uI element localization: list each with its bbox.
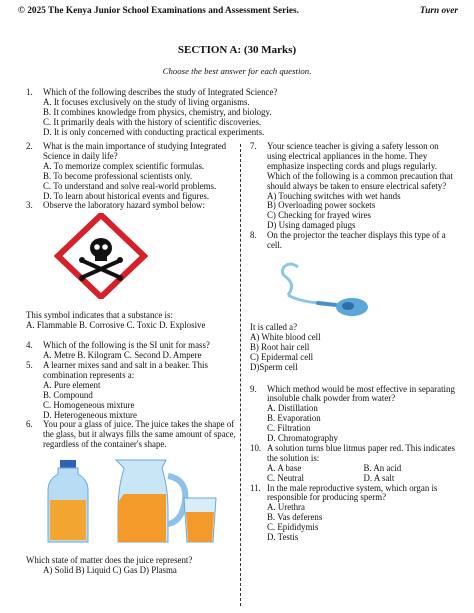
question-11 xyxy=(250,484,460,543)
q7-text: Your science teacher is giving a safety lesson on using electrical appliances in the home. They emphasize inspecting cords and plugs regularly. Which of the following is a common precaution that should always be taken to ensure electrical safety? xyxy=(267,141,453,191)
left-column xyxy=(26,142,238,576)
q4-text: Which of the following is the SI unit for mass? xyxy=(43,340,210,351)
q8-prompt: It is called a? xyxy=(250,321,298,332)
q2-text: What is the main importance of studying Integrated Science in daily life? xyxy=(43,141,227,161)
question-8 xyxy=(250,231,460,372)
q1-option-d[interactable]: D. It is only concerned with conducting practical experiments. xyxy=(43,126,265,137)
q2-number: 2. xyxy=(26,141,33,151)
q6-text: You pour a glass of juice. The juice takes the shape of the glass, but it always fills the same amount of space, regardless of the container's shape. xyxy=(43,419,236,450)
q7-option-a[interactable]: A) Touching switches with wet hands xyxy=(267,190,401,201)
question-1 xyxy=(26,88,446,138)
q2-option-b[interactable]: B. To become professional scientists only. xyxy=(43,170,193,181)
q11-option-a[interactable]: A. Urethra xyxy=(267,502,305,513)
q7-option-c[interactable]: C) Checking for frayed wires xyxy=(267,210,371,221)
q6-prompt: Which state of matter does the juice represent? xyxy=(26,555,193,566)
q1-text: Which of the following describes the study of Integrated Science? xyxy=(43,87,278,97)
q1-option-a[interactable]: A. It focuses exclusively on the study of living organisms. xyxy=(43,96,250,107)
section-title: SECTION A: (30 Marks) xyxy=(177,44,297,56)
juice-containers-figure xyxy=(26,450,238,550)
q5-text: A learner mixes sand and salt in a beaker. This combination represents a: xyxy=(43,359,208,380)
q5-option-d[interactable]: D. Heterogeneous mixture xyxy=(43,409,137,420)
q2-option-a[interactable]: A. To memorize complex scientific formulas. xyxy=(43,160,205,171)
q9-option-d[interactable]: D. Chromatography xyxy=(267,433,338,444)
juice-containers-image xyxy=(44,450,224,550)
q8-text: On the projector the teacher displays this type of a cell. xyxy=(267,230,446,251)
question-5 xyxy=(26,361,238,420)
q11-number: 11. xyxy=(250,482,261,493)
question-2 xyxy=(26,142,238,201)
q8-option-b[interactable]: B) Root hair cell xyxy=(250,341,310,352)
q9-text: Which method would be most effective in separating insoluble chalk powder from water? xyxy=(267,383,455,404)
question-9 xyxy=(250,385,460,444)
question-6 xyxy=(26,420,238,576)
q7-number: 7. xyxy=(250,141,257,151)
q5-number: 5. xyxy=(26,359,33,370)
question-4 xyxy=(26,341,238,361)
header-turn-over: Turn over xyxy=(419,6,458,16)
q10-text: A solution turns blue litmus paper red. This indicates the solution is: xyxy=(267,442,455,463)
q8-option-a[interactable]: A) White blood cell xyxy=(250,331,321,342)
question-10 xyxy=(250,444,460,484)
q4-number: 4. xyxy=(26,340,33,351)
sperm-cell-image xyxy=(268,255,388,319)
q9-option-b[interactable]: B. Evaporation xyxy=(267,413,321,424)
q10-option-d[interactable]: D. A salt xyxy=(363,472,395,483)
q1-option-c[interactable]: C. It primarily deals with the history of scientific discoveries. xyxy=(43,116,262,127)
q7-option-d[interactable]: D) Using damaged plugs xyxy=(267,220,356,231)
header-copyright: © 2025 The Kenya Junior School Examinations and Assessment Series. xyxy=(18,6,299,16)
toxic-hazard-icon xyxy=(54,213,148,299)
q11-option-d[interactable]: D. Testis xyxy=(267,532,299,543)
q1-number: 1. xyxy=(26,87,33,97)
q10-option-c[interactable]: C. Neutral xyxy=(267,472,304,483)
q6-number: 6. xyxy=(26,419,33,430)
instruction: Choose the best answer for each question. xyxy=(162,66,312,76)
q8-number: 8. xyxy=(250,230,257,241)
q10-option-a[interactable]: A. A base xyxy=(267,462,302,473)
question-7 xyxy=(250,142,460,231)
q5-option-c[interactable]: C. Homogeneous mixture xyxy=(43,399,135,410)
q10-number: 10. xyxy=(250,442,262,453)
q8-option-c[interactable]: C) Epidermal cell xyxy=(250,351,314,362)
q9-number: 9. xyxy=(250,383,257,394)
page-header xyxy=(18,6,458,20)
question-3 xyxy=(26,201,238,331)
q5-option-b[interactable]: B. Compound xyxy=(43,389,93,400)
q9-option-c[interactable]: C. Filtration xyxy=(267,423,311,434)
q7-option-b[interactable]: B) Overloading power sockets xyxy=(267,200,376,211)
q11-option-b[interactable]: B. Vas deferens xyxy=(267,512,323,523)
sperm-cell-figure xyxy=(250,251,460,315)
q5-option-a[interactable]: A. Pure element xyxy=(43,379,101,390)
q9-option-a[interactable]: A. Distillation xyxy=(267,403,318,414)
q11-text: In the male reproductive system, which organ is responsible for producing sperm? xyxy=(267,482,438,503)
q1-option-b[interactable]: B. It combines knowledge from physics, chemistry, and biology. xyxy=(43,106,272,117)
q4-options[interactable]: A. Metre B. Kilogram C. Second D. Ampere xyxy=(43,350,202,361)
q3-prompt: This symbol indicates that a substance is: xyxy=(26,310,173,321)
q3-options[interactable]: A. Flammable B. Corrosive C. Toxic D. Explosive xyxy=(26,320,206,331)
column-divider xyxy=(240,144,241,606)
q2-option-c[interactable]: C. To understand and solve real-world problems. xyxy=(43,180,217,191)
right-column xyxy=(250,142,460,543)
q2-option-d[interactable]: D. To learn about historical events and figures. xyxy=(43,190,210,201)
q3-number: 3. xyxy=(26,200,33,211)
q3-text: Observe the laboratory hazard symbol below: xyxy=(43,200,205,211)
q11-option-c[interactable]: C. Epididymis xyxy=(267,522,319,533)
hazard-figure xyxy=(26,211,238,299)
q10-option-b[interactable]: B. An acid xyxy=(363,462,402,473)
q8-option-d[interactable]: D)Sperm cell xyxy=(250,361,298,372)
q6-options[interactable]: A) Solid B) Liquid C) Gas D) Plasma xyxy=(43,565,177,576)
